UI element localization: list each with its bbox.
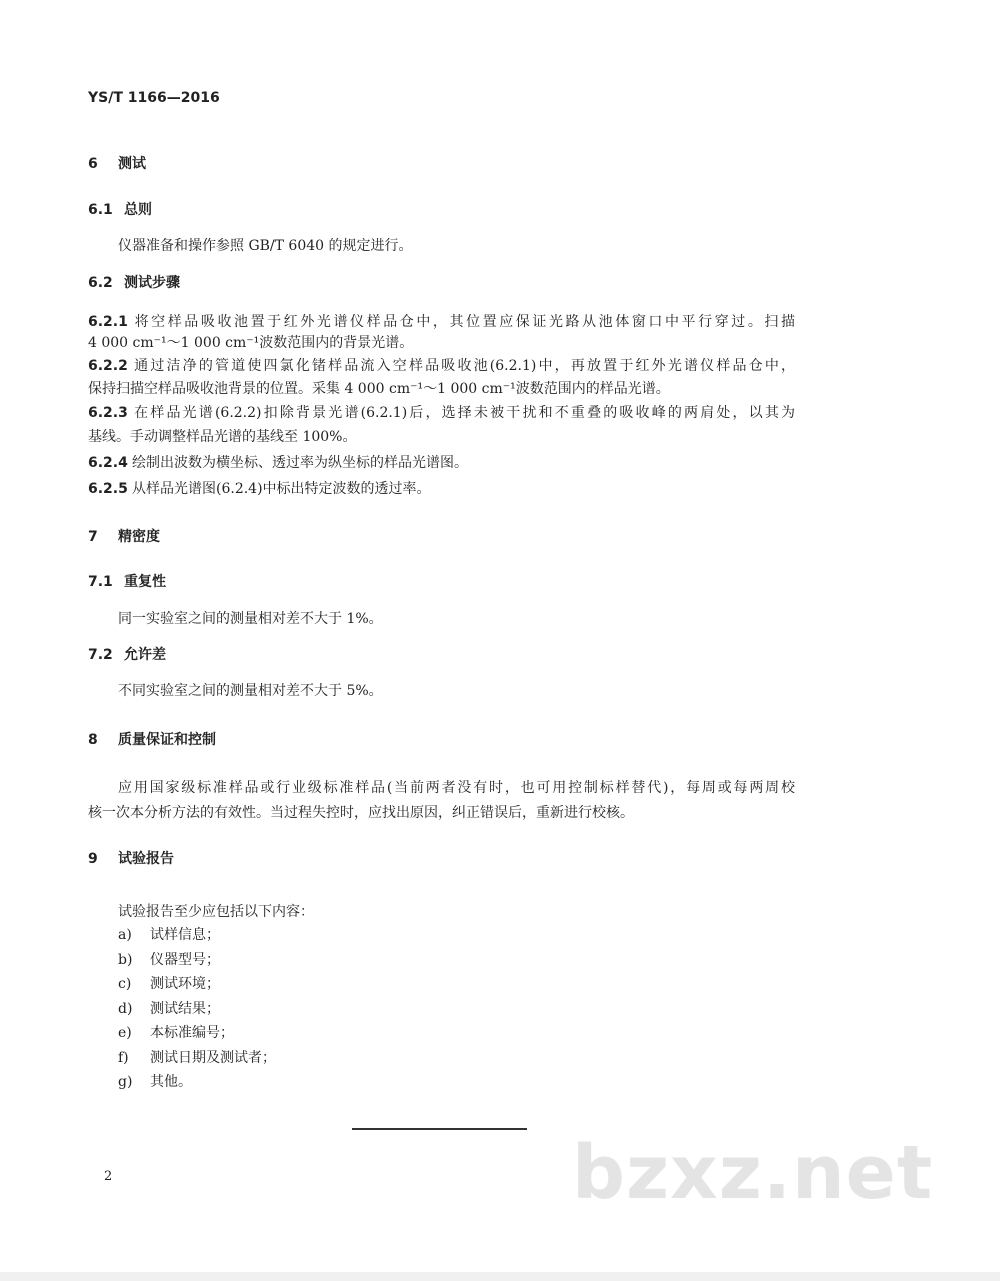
section-6-1-text: 仪器准备和操作参照 GB/T 6040 的规定进行。 <box>118 238 413 254</box>
list-label: a) <box>118 927 132 943</box>
section-8-line-2: 核一次本分析方法的有效性。当过程失控时，应找出原因，纠正错误后，重新进行校核。 <box>88 805 634 821</box>
clause-text: 将空样品吸收池置于红外光谱仪样品仓中，其位置应保证光路从池体窗口中平行穿过。扫描 <box>132 314 795 330</box>
list-item <box>118 1000 220 1018</box>
section-8-heading <box>88 731 216 749</box>
list-item <box>118 1073 192 1091</box>
clause-6-2-2-line-2: 保持扫描空样品吸收池背景的位置。采集 4 000 cm⁻¹～1 000 cm⁻¹波数范围内的样品光谱。 <box>88 381 670 397</box>
section-title: 质量保证和控制 <box>118 732 216 748</box>
clause-text: 通过洁净的管道使四氯化锗样品流入空样品吸收池(6.2.1)中，再放置于红外光谱仪样品仓中， <box>132 358 795 374</box>
section-number: 9 <box>88 851 98 867</box>
list-text: 其他。 <box>150 1074 192 1090</box>
page-bottom-edge <box>0 1272 1000 1281</box>
section-number: 7.1 <box>88 574 113 590</box>
list-label: e) <box>118 1025 132 1041</box>
clause-6-2-3-line-2: 基线。手动调整样品光谱的基线至 100%。 <box>88 429 357 445</box>
clause-text: 绘制出波数为横坐标、透过率为纵坐标的样品光谱图。 <box>132 455 468 471</box>
clause-number: 6.2.5 <box>88 481 128 497</box>
list-text: 测试日期及测试者； <box>150 1050 276 1066</box>
report-intro: 试验报告至少应包括以下内容： <box>118 904 314 920</box>
clause-6-2-4 <box>88 454 468 472</box>
standard-code-header: YS/T 1166—2016 <box>88 90 220 106</box>
clause-number: 6.2.2 <box>88 358 128 374</box>
section-number: 6 <box>88 156 98 172</box>
list-text: 试样信息； <box>150 927 220 943</box>
clause-text: 在样品光谱(6.2.2)扣除背景光谱(6.2.1)后，选择未被干扰和不重叠的吸收峰的两肩处，以其为 <box>132 405 795 421</box>
list-item <box>118 1024 234 1042</box>
section-7-2-heading <box>88 646 166 664</box>
clause-6-2-1-line-1 <box>88 313 795 331</box>
list-text: 仪器型号； <box>150 952 220 968</box>
end-rule-divider <box>352 1128 527 1130</box>
section-number: 6.1 <box>88 202 113 218</box>
clause-6-2-5 <box>88 480 431 498</box>
clause-6-2-1-line-2: 4 000 cm⁻¹～1 000 cm⁻¹波数范围内的背景光谱。 <box>88 335 414 351</box>
section-6-2-heading <box>88 274 180 292</box>
section-7-1-text: 同一实验室之间的测量相对差不大于 1%。 <box>118 611 383 627</box>
list-label: c) <box>118 976 132 992</box>
section-number: 7.2 <box>88 647 113 663</box>
section-number: 8 <box>88 732 98 748</box>
watermark: bzxz.net <box>572 1130 934 1216</box>
list-text: 本标准编号； <box>150 1025 234 1041</box>
clause-number: 6.2.3 <box>88 405 128 421</box>
section-title: 允许差 <box>124 647 166 663</box>
list-label: f) <box>118 1050 129 1066</box>
section-title: 测试 <box>118 156 146 172</box>
clause-6-2-2-line-1 <box>88 357 795 375</box>
clause-text: 从样品光谱图(6.2.4)中标出特定波数的透过率。 <box>132 481 431 497</box>
clause-number: 6.2.4 <box>88 455 128 471</box>
list-label: b) <box>118 952 133 968</box>
section-title: 试验报告 <box>118 851 174 867</box>
section-7-heading <box>88 528 160 546</box>
section-8-line-1: 应用国家级标准样品或行业级标准样品(当前两者没有时，也可用控制标样替代)，每周或每两周校 <box>118 780 795 796</box>
section-title: 测试步骤 <box>124 275 180 291</box>
list-label: g) <box>118 1074 133 1090</box>
section-title: 精密度 <box>118 529 160 545</box>
section-title: 总则 <box>124 202 152 218</box>
clause-number: 6.2.1 <box>88 314 128 330</box>
clause-6-2-3-line-1 <box>88 404 795 422</box>
section-6-heading <box>88 155 146 173</box>
list-label: d) <box>118 1001 133 1017</box>
section-number: 7 <box>88 529 98 545</box>
list-item <box>118 951 220 969</box>
list-item <box>118 975 220 993</box>
list-text: 测试环境； <box>150 976 220 992</box>
list-text: 测试结果； <box>150 1001 220 1017</box>
list-item <box>118 926 220 944</box>
list-item <box>118 1049 276 1067</box>
page-number: 2 <box>104 1169 113 1184</box>
section-title: 重复性 <box>124 574 166 590</box>
section-9-heading <box>88 850 174 868</box>
section-6-1-heading <box>88 201 152 219</box>
section-7-1-heading <box>88 573 166 591</box>
section-7-2-text: 不同实验室之间的测量相对差不大于 5%。 <box>118 683 383 699</box>
section-number: 6.2 <box>88 275 113 291</box>
